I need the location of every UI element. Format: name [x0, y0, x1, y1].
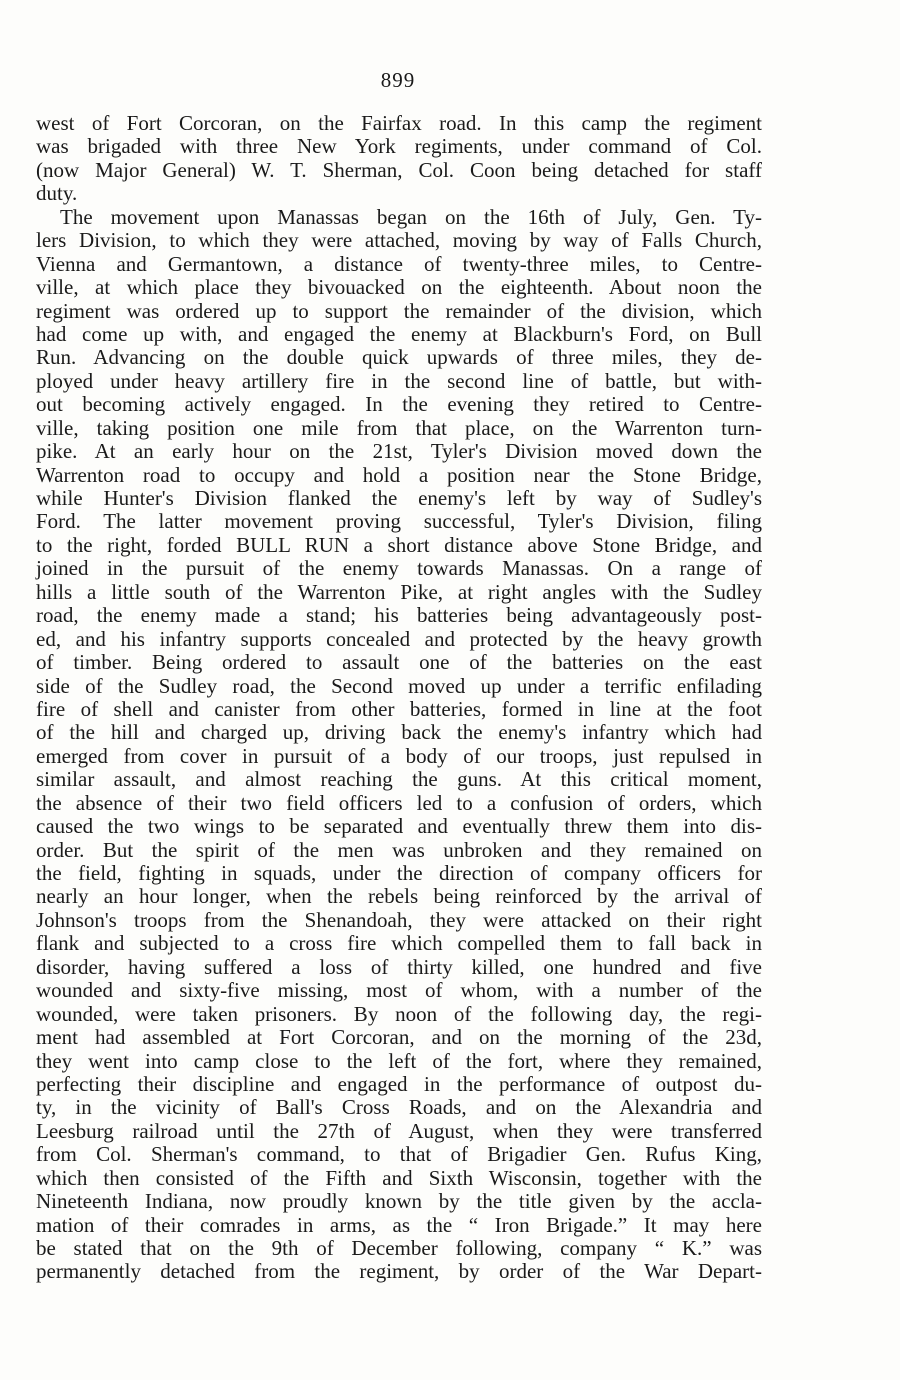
- text-line: out becoming actively engaged. In the evening they retired to Centre-: [36, 392, 762, 417]
- body-text: [36, 112, 762, 1284]
- text-line: ployed under heavy artillery fire in the second line of battle, but with-: [36, 368, 762, 393]
- text-line: ed, and his infantry supports concealed and protected by the heavy growth: [36, 626, 762, 651]
- text-line: wounded and sixty-five missing, most of whom, with a number of the: [36, 978, 762, 1003]
- page-number: 899: [380, 68, 416, 92]
- text-line: while Hunter's Division flanked the enemy's left by way of Sudley's: [36, 486, 762, 510]
- text-line: Ford. The latter movement proving successful, Tyler's Division, filing: [36, 509, 762, 534]
- text-line: duty.: [36, 181, 78, 206]
- text-line: order. But the spirit of the men was unbroken and they remained on: [36, 837, 762, 862]
- text-line: similar assault, and almost reaching the guns. At this critical moment,: [36, 767, 762, 792]
- text-line: perfecting their discipline and engaged in the performance of outpost du-: [36, 1071, 762, 1096]
- text-line: had come up with, and engaged the enemy at Blackburn's Ford, on Bull: [36, 321, 762, 346]
- text-line: west of Fort Corcoran, on the Fairfax road. In this camp the regiment: [36, 111, 762, 135]
- text-line: side of the Sudley road, the Second moved up under a terrific enfilading: [36, 673, 762, 698]
- text-line: the absence of their two field officers led to a confusion of orders, which: [36, 790, 762, 815]
- text-line: from Col. Sherman's command, to that of Brigadier Gen. Rufus King,: [36, 1142, 762, 1167]
- text-line: road, the enemy made a stand; his batteries being advantageously post-: [36, 603, 762, 628]
- text-line: which then consisted of the Fifth and Sixth Wisconsin, together with the: [36, 1165, 762, 1190]
- text-line: Run. Advancing on the double quick upwards of three miles, they de-: [36, 345, 762, 370]
- text-line: hills a little south of the Warrenton Pike, at right angles with the Sudley: [36, 579, 762, 604]
- text-line: lers Division, to which they were attached, moving by way of Falls Church,: [36, 228, 762, 253]
- text-line: Nineteenth Indiana, now proudly known by the title given by the accla-: [36, 1189, 762, 1214]
- text-line: mation of their comrades in arms, as the “ Iron Brigade.” It may here: [36, 1212, 762, 1237]
- text-line: to the right, forded BULL RUN a short distance above Stone Bridge, and: [36, 532, 762, 557]
- text-line: Johnson's troops from the Shenandoah, they were attacked on their right: [36, 907, 762, 932]
- text-line: flank and subjected to a cross fire which compelled them to fall back in: [36, 931, 762, 956]
- text-line: (now Major General) W. T. Sherman, Col. Coon being detached for staff: [36, 157, 762, 182]
- text-line: caused the two wings to be separated and eventually threw them into dis-: [36, 814, 762, 839]
- text-line: ment had assembled at Fort Corcoran, and on the morning of the 23d,: [36, 1025, 762, 1050]
- text-line: ty, in the vicinity of Ball's Cross Roads, and on the Alexandria and: [36, 1095, 762, 1120]
- text-line: wounded, were taken prisoners. By noon of the following day, the regi-: [36, 1001, 762, 1026]
- text-line: ville, taking position one mile from that place, on the Warrenton turn-: [36, 415, 762, 440]
- text-line: of timber. Being ordered to assault one of the batteries on the east: [36, 650, 762, 675]
- text-line: the field, fighting in squads, under the direction of company officers for: [36, 861, 762, 885]
- text-line: pike. At an early hour on the 21st, Tyler's Division moved down the: [36, 439, 762, 464]
- text-line: joined in the pursuit of the enemy towards Manassas. On a range of: [36, 556, 762, 581]
- text-line: of the hill and charged up, driving back the enemy's infantry which had: [36, 720, 762, 745]
- text-line: Warrenton road to occupy and hold a position near the Stone Bridge,: [36, 462, 762, 487]
- text-line: fire of shell and canister from other batteries, formed in line at the foot: [36, 696, 762, 721]
- text-line: permanently detached from the regiment, by order of the War Depart-: [36, 1259, 762, 1284]
- text-line: regiment was ordered up to support the remainder of the division, which: [36, 298, 762, 323]
- text-line: emerged from cover in pursuit of a body of our troops, just repulsed in: [36, 743, 762, 768]
- text-line: nearly an hour longer, when the rebels being reinforced by the arrival of: [36, 884, 762, 909]
- text-line: they went into camp close to the left of the fort, where they remained,: [36, 1048, 762, 1073]
- text-line: be stated that on the 9th of December following, company “ K.” was: [36, 1236, 762, 1260]
- text-line: ville, at which place they bivouacked on the eighteenth. About noon the: [36, 275, 762, 300]
- text-line: Leesburg railroad until the 27th of August, when they were transferred: [36, 1118, 762, 1143]
- text-line: The movement upon Manassas began on the 16th of July, Gen. Ty-: [60, 204, 762, 229]
- text-line: disorder, having suffered a loss of thirty killed, one hundred and five: [36, 954, 762, 979]
- text-line: was brigaded with three New York regiments, under command of Col.: [36, 134, 762, 159]
- text-line: Vienna and Germantown, a distance of twenty-three miles, to Centre-: [36, 251, 762, 276]
